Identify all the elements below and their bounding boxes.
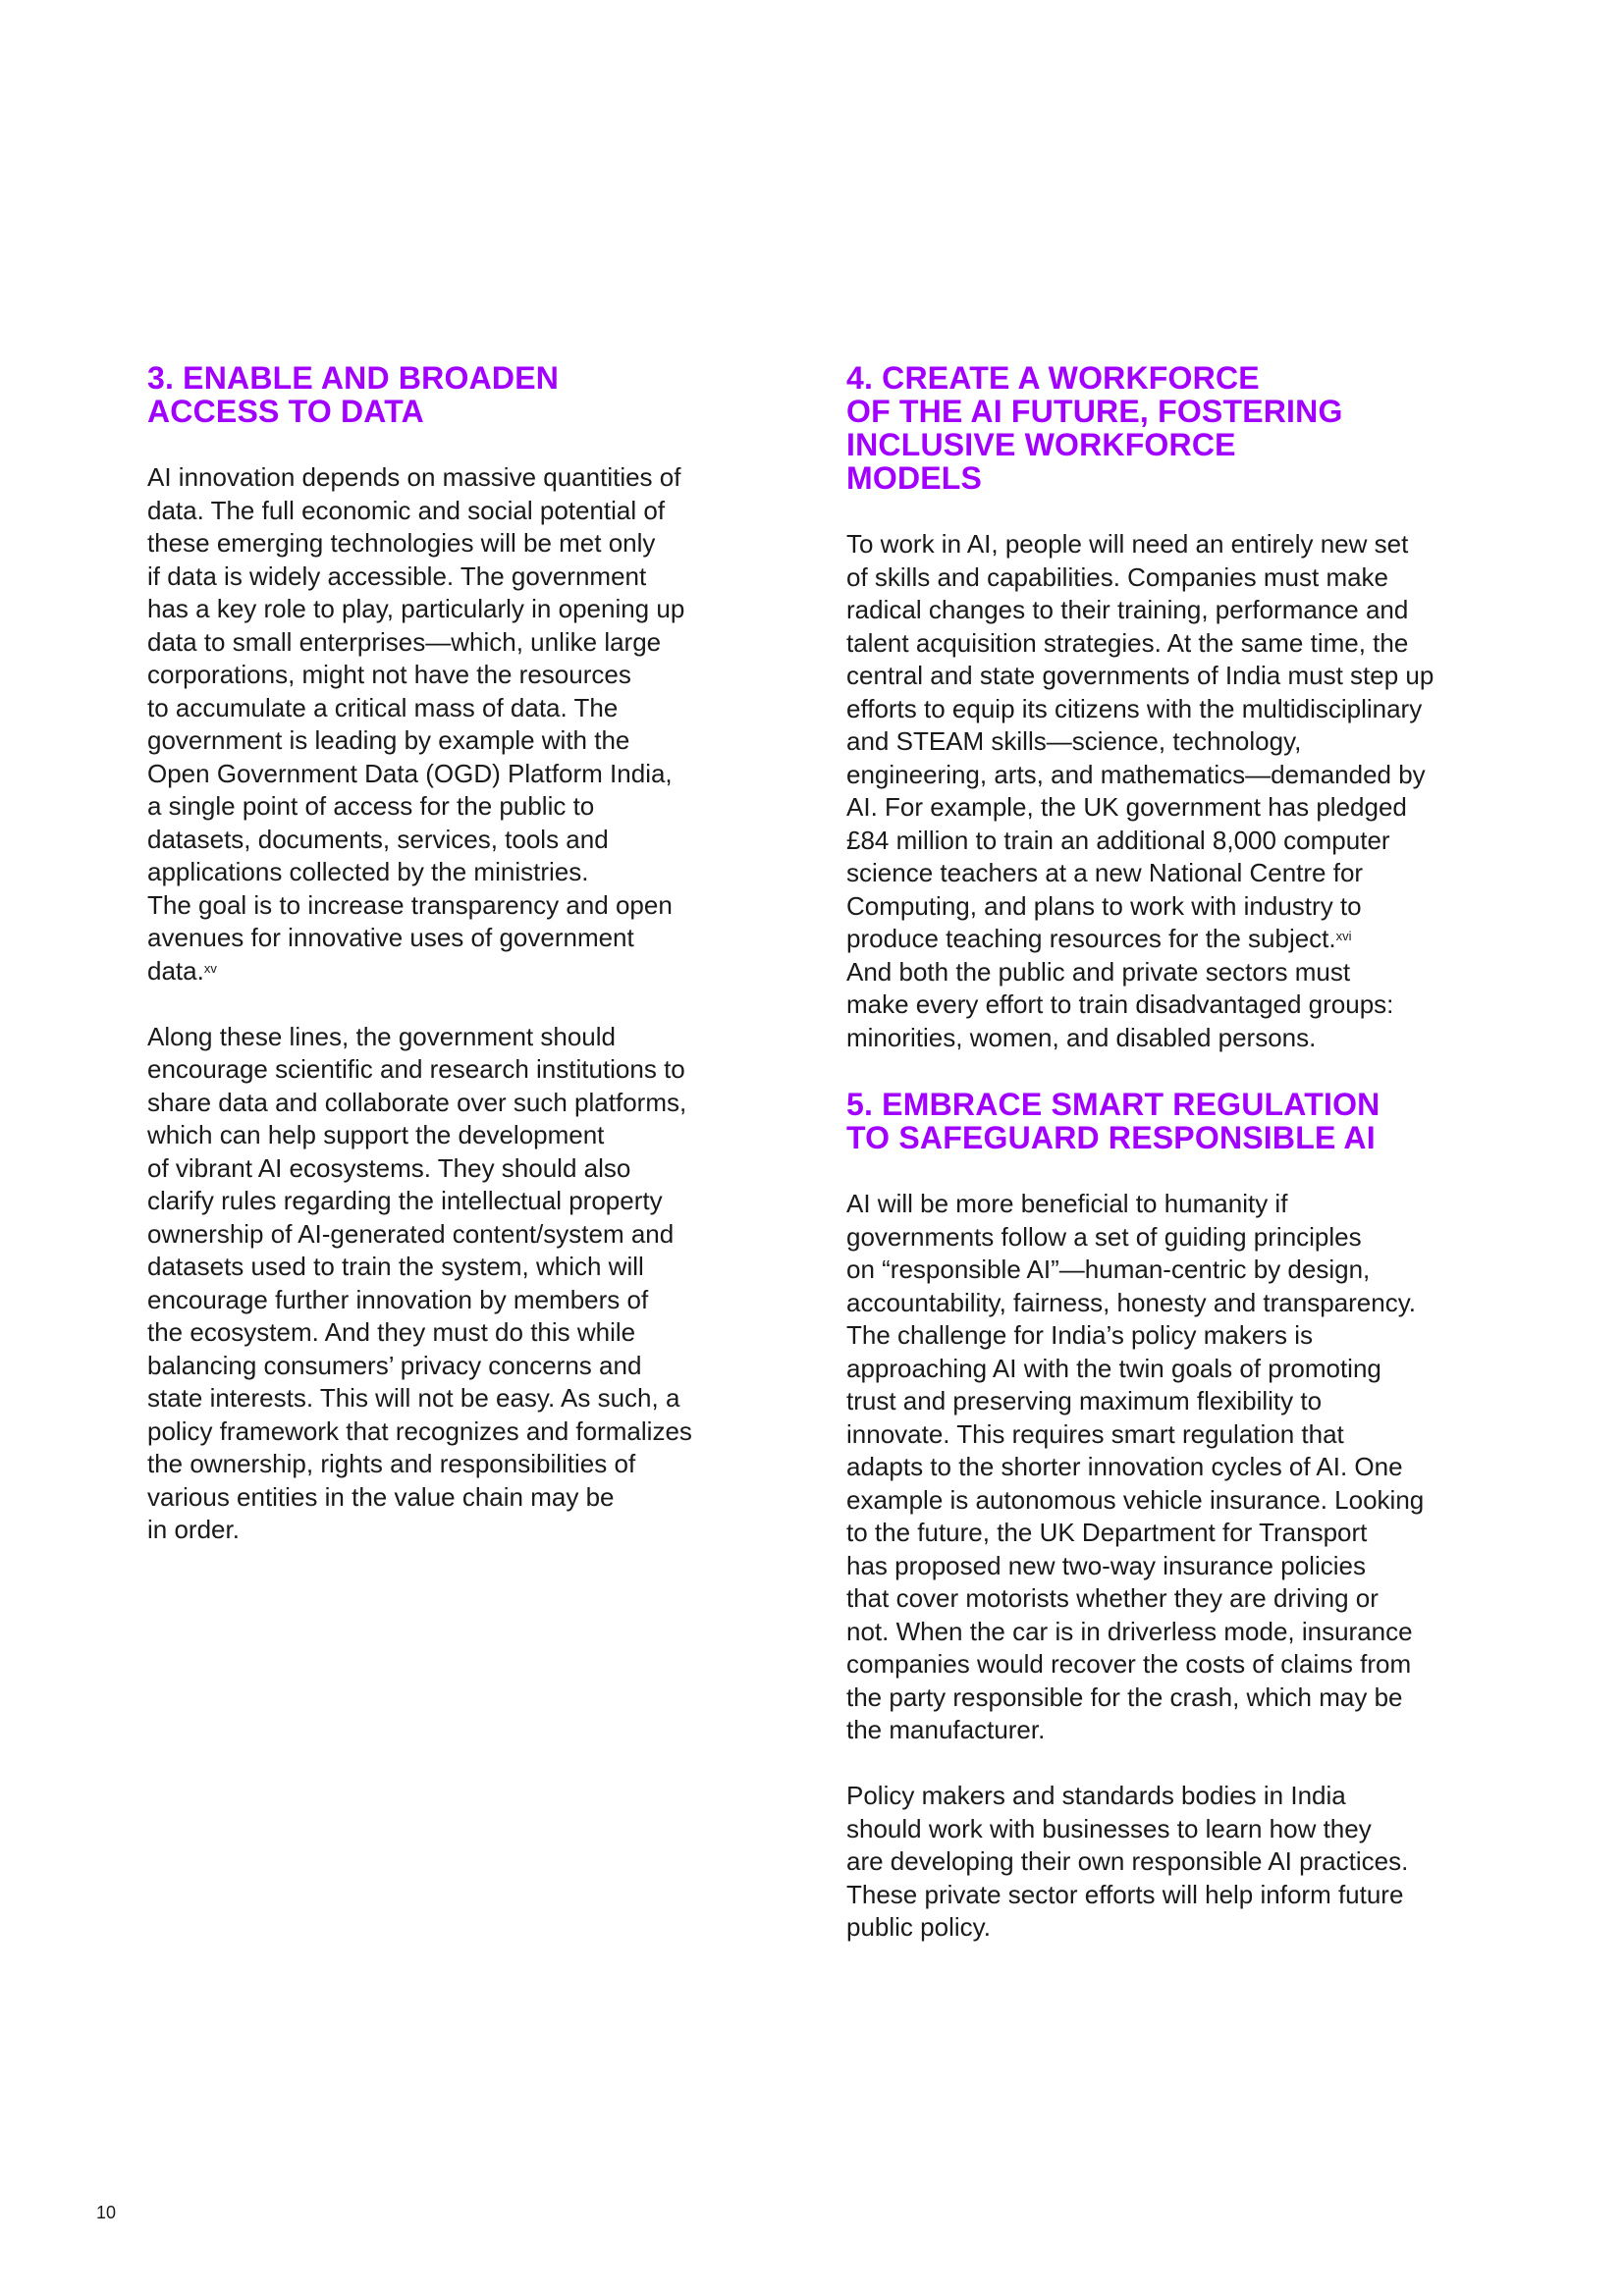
text-line: central and state governments of India must step up: [846, 661, 1435, 690]
page-number: 10: [96, 2203, 117, 2222]
text-line: are developing their own responsible AI practices.: [846, 1846, 1409, 1876]
text-line: The challenge for India’s policy makers is: [846, 1320, 1313, 1350]
text-line: radical changes to their training, performance and: [846, 595, 1409, 624]
text-line: data.$^{xv}$: [147, 955, 217, 986]
text-line: minorities, women, and disabled persons.: [846, 1022, 1317, 1052]
text-line: innovate. This requires smart regulation that: [846, 1418, 1344, 1449]
heading-line: INCLUSIVE WORKFORCE: [846, 427, 1236, 462]
text-line: public policy.: [846, 1912, 991, 1942]
text-line: AI will be more beneficial to humanity if: [846, 1189, 1288, 1218]
text-line: encourage further innovation by members of: [147, 1284, 649, 1314]
text-line: Along these lines, the government should: [147, 1021, 616, 1051]
left-column: [147, 361, 795, 1547]
text-line: approaching AI with the twin goals of promoting: [846, 1353, 1381, 1383]
text-line: policy framework that recognizes and formalizes: [147, 1415, 692, 1446]
text-line: of skills and capabilities. Companies must make: [846, 561, 1389, 592]
text-line: adapts to the shorter innovation cycles of AI. One: [846, 1452, 1403, 1481]
text-line: science teachers at a new National Centre for: [846, 858, 1364, 887]
text-line: balancing consumers’ privacy concerns and: [147, 1350, 642, 1380]
text-line: data to small enterprises—which, unlike large: [147, 626, 662, 657]
heading-line: ACCESS TO DATA: [147, 394, 424, 429]
text-line: accountability, fairness, honesty and transparency.: [846, 1287, 1417, 1317]
text-line: efforts to equip its citizens with the multidisciplinary: [846, 693, 1423, 723]
text-line: produce teaching resources for the subject.$^{xvi}$: [846, 924, 1352, 953]
heading-line: OF THE AI FUTURE, FOSTERING: [846, 394, 1343, 429]
text-line: of vibrant AI ecosystems. They should also: [147, 1152, 631, 1183]
text-line: the party responsible for the crash, which may be: [846, 1682, 1403, 1712]
text-line: the ecosystem. And they must do this while: [147, 1317, 636, 1347]
footnote-reference: xvi: [1335, 929, 1352, 943]
text-line: encourage scientific and research institutions to: [147, 1054, 685, 1084]
text-line: Policy makers and standards bodies in India: [846, 1781, 1346, 1810]
heading-line: MODELS: [846, 460, 983, 496]
text-line: corporations, might not have the resources: [147, 660, 631, 689]
text-line: various entities in the value chain may be: [147, 1481, 615, 1512]
section-5-paragraph-2: [846, 1780, 1553, 1945]
text-line: To work in AI, people will need an entirely new set: [846, 529, 1409, 559]
text-line: state interests. This will not be easy. As such, a: [147, 1383, 680, 1413]
text-line: has proposed new two-way insurance policies: [846, 1550, 1366, 1580]
text-line: if data is widely accessible. The government: [147, 561, 647, 591]
text-line: on “responsible AI”—human-centric by design,: [846, 1255, 1371, 1284]
heading-line: 5. EMBRACE SMART REGULATION: [846, 1087, 1380, 1122]
text-line: make every effort to train disadvantaged groups:: [846, 989, 1394, 1019]
footnote-reference: xv: [203, 960, 217, 976]
text-line: applications collected by the ministries.: [147, 857, 589, 886]
text-line: in order.: [147, 1515, 240, 1544]
text-line: not. When the car is in driverless mode, insurance: [846, 1616, 1413, 1646]
section-5-heading: [846, 1088, 1553, 1154]
text-line: should work with businesses to learn how they: [846, 1813, 1372, 1843]
text-line: datasets used to train the system, which will: [147, 1252, 644, 1281]
text-line: example is autonomous vehicle insurance. Looking: [846, 1484, 1425, 1515]
text-line: a single point of access for the public to: [147, 791, 595, 821]
heading-line: 4. CREATE A WORKFORCE: [846, 360, 1260, 396]
text-line: AI. For example, the UK government has pledged: [846, 792, 1407, 822]
text-line: to the future, the UK Department for Transport: [846, 1518, 1368, 1547]
text-line: that cover motorists whether they are driving or: [846, 1583, 1379, 1613]
section-4-heading: [846, 361, 1553, 495]
text-line: government is leading by example with the: [147, 725, 630, 755]
section-4-paragraph-1: [846, 528, 1553, 1054]
text-line: governments follow a set of guiding principles: [846, 1221, 1362, 1252]
section-3-paragraph-1: [147, 461, 795, 988]
text-line: data. The full economic and social potential of: [147, 495, 666, 525]
heading-line: TO SAFEGUARD RESPONSIBLE AI: [846, 1120, 1376, 1155]
text-line: These private sector efforts will help inform future: [846, 1879, 1404, 1909]
text-line: which can help support the development: [147, 1120, 605, 1149]
text-line: The goal is to increase transparency and open: [147, 889, 673, 920]
text-line: avenues for innovative uses of government: [147, 923, 634, 952]
text-line: AI innovation depends on massive quantities of: [147, 462, 681, 492]
section-5-paragraph-1: [846, 1188, 1553, 1747]
text-line: trust and preserving maximum flexibility to: [846, 1386, 1323, 1415]
right-column: [846, 361, 1553, 1945]
text-line: the manufacturer.: [846, 1715, 1046, 1744]
section-3-paragraph-2: [147, 1021, 795, 1547]
text-line: And both the public and private sectors must: [846, 956, 1351, 987]
text-line: and STEAM skills—science, technology,: [846, 726, 1302, 756]
text-line: Computing, and plans to work with industry to: [846, 890, 1362, 921]
text-line: engineering, arts, and mathematics—demanded by: [846, 759, 1426, 789]
text-line: Open Government Data (OGD) Platform India,: [147, 758, 673, 788]
text-line: companies would recover the costs of claims from: [846, 1649, 1412, 1679]
heading-line: 3. ENABLE AND BROADEN: [147, 360, 560, 396]
text-line: to accumulate a critical mass of data. The: [147, 692, 619, 722]
text-line: talent acquisition strategies. At the same time, the: [846, 627, 1409, 658]
text-line: share data and collaborate over such platforms,: [147, 1087, 687, 1117]
text-line: the ownership, rights and responsibilities of: [147, 1449, 636, 1478]
text-line: £84 million to train an additional 8,000 computer: [846, 825, 1390, 855]
text-line: datasets, documents, services, tools and: [147, 824, 609, 854]
text-line: ownership of AI-generated content/system and: [147, 1218, 675, 1249]
text-line: has a key role to play, particularly in opening up: [147, 594, 685, 623]
section-3-heading: [147, 361, 795, 428]
text-line: clarify rules regarding the intellectual property: [147, 1186, 663, 1215]
text-line: these emerging technologies will be met only: [147, 528, 656, 558]
